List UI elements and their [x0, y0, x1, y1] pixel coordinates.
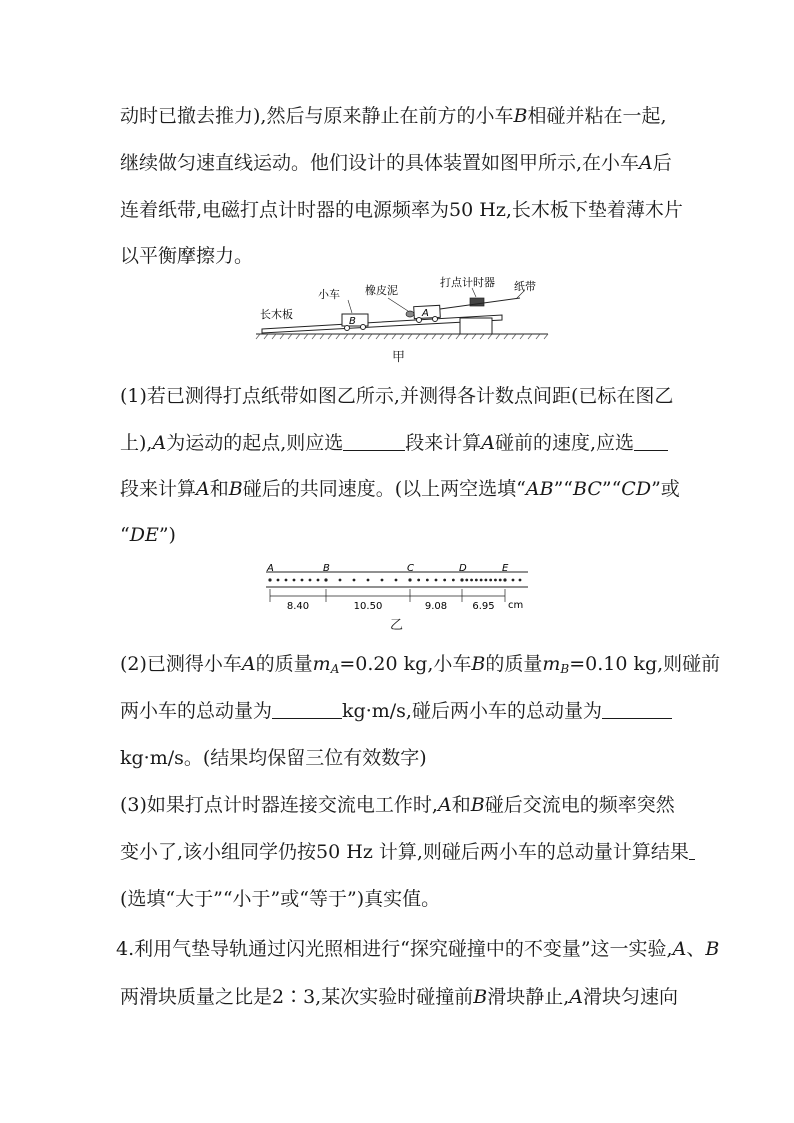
label-board: 长木板 [260, 308, 293, 321]
q2-line-3: kg·m/s。(结果均保留三位有效数字) [120, 747, 427, 769]
tape-dot [519, 579, 522, 582]
paragraph-line-4: 以平衡摩擦力。 [120, 245, 254, 267]
tape-dot [317, 579, 320, 582]
tape-dot [395, 579, 398, 582]
distance-label: 9.08 [424, 601, 448, 612]
q3-line-1: (3)如果打点计时器连接交流电工作时,A和B碰后交流电的频率突然 [120, 794, 675, 816]
paragraph-line-2: 继续做匀速直线运动。他们设计的具体装置如图甲所示,在小车A后 [120, 152, 672, 174]
tape-dot [480, 579, 483, 582]
tape-dot [426, 579, 429, 582]
paragraph-line-1: 动时已撤去推力),然后与原来静止在前方的小车B相碰并粘在一起, [120, 105, 667, 127]
paragraph-line-3: 连着纸带,电磁打点计时器的电源频率为50 Hz,长木板下垫着薄木片 [120, 199, 683, 221]
q1-line-2: 上),A为运动的起点,则应选 段来计算A碰前的速度,应选 [120, 430, 710, 456]
svg-text:A: A [422, 308, 429, 319]
tape-point-D [460, 578, 463, 581]
q3-line-2: 变小了,该小组同学仍按50 Hz 计算,则碰后两小车的总动量计算结果 [120, 839, 710, 865]
tape-dot [484, 579, 487, 582]
label-tape: 纸带 [514, 280, 536, 293]
distance-label: 6.95 [472, 601, 495, 612]
label-putty: 橡皮泥 [365, 284, 398, 297]
answer-blank-3[interactable] [272, 700, 342, 719]
tape-dot [339, 579, 342, 582]
figure-jia-caption: 甲 [392, 350, 406, 365]
q2-line-2: 两小车的总动量为 kg·m/s,碰后两小车的总动量为 [120, 698, 710, 724]
q1-line-1: (1)若已测得打点纸带如图乙所示,并测得各计数点间距(已标在图乙 [120, 385, 674, 407]
tape-point-E [503, 578, 506, 581]
tape-dot [499, 579, 502, 582]
tape-dot [470, 579, 473, 582]
q4-line-1: 4.利用气垫导轨通过闪光照相进行“探究碰撞中的不变量”这一实验,A、B [116, 938, 720, 960]
tape-dot [512, 579, 515, 582]
tape-dot [353, 579, 356, 582]
tape-dot [367, 579, 370, 582]
tape-label-C: C [407, 563, 414, 574]
tape-label-E: E [502, 563, 509, 574]
tape-dot [452, 579, 455, 582]
tape-dot [494, 579, 497, 582]
figure-yi-caption: 乙 [390, 618, 404, 633]
q1-line-3: 段来计算A和B碰后的共同速度。(以上两空选填“AB”“BC”“CD”或 [120, 478, 680, 500]
tape-dot [293, 579, 296, 582]
tape-dot [435, 579, 438, 582]
answer-blank-1[interactable] [343, 432, 405, 451]
tape-dot [285, 579, 288, 582]
tape-label-A: A [267, 563, 274, 574]
q3-line-3: (选填“大于”“小于”或“等于”)真实值。 [120, 888, 441, 910]
q4-line-2: 两滑块质量之比是2∶3,某次实验时碰撞前B滑块静止,A滑块匀速向 [120, 986, 678, 1008]
tape-dot [277, 579, 280, 582]
answer-blank-4[interactable] [602, 700, 672, 719]
tape-unit: cm [508, 600, 524, 611]
figure-jia [252, 276, 552, 346]
tape-dot [443, 579, 446, 582]
tape-dot [465, 579, 468, 582]
svg-text:B: B [349, 316, 356, 327]
tape-dot [381, 579, 384, 582]
tape-dot [475, 579, 478, 582]
tape-dot [489, 579, 492, 582]
tape-dot [417, 579, 420, 582]
answer-blank-5[interactable] [689, 841, 695, 860]
tape-point-C [408, 578, 411, 581]
tape-point-B [324, 578, 327, 581]
tape-dot [301, 579, 304, 582]
figure-yi [262, 562, 532, 614]
label-cart: 小车 [318, 288, 340, 301]
tape-point-A [268, 578, 271, 581]
q2-line-1: (2)已测得小车A的质量$m_A=0.20$ kg,小车B的质量$m_B=0.10$ kg,则碰前 [120, 653, 721, 676]
tape-label-D: D [459, 563, 467, 574]
tape-dots [268, 578, 521, 581]
answer-blank-2[interactable] [634, 432, 668, 451]
tape-dimensions [270, 589, 505, 612]
q1-line-4: “DE”) [120, 524, 176, 546]
tape-label-B: B [323, 563, 330, 574]
tape-dot [309, 579, 312, 582]
label-timer: 打点计时器 [440, 276, 495, 289]
distance-label: 8.40 [286, 601, 310, 612]
distance-label: 10.50 [353, 601, 383, 612]
